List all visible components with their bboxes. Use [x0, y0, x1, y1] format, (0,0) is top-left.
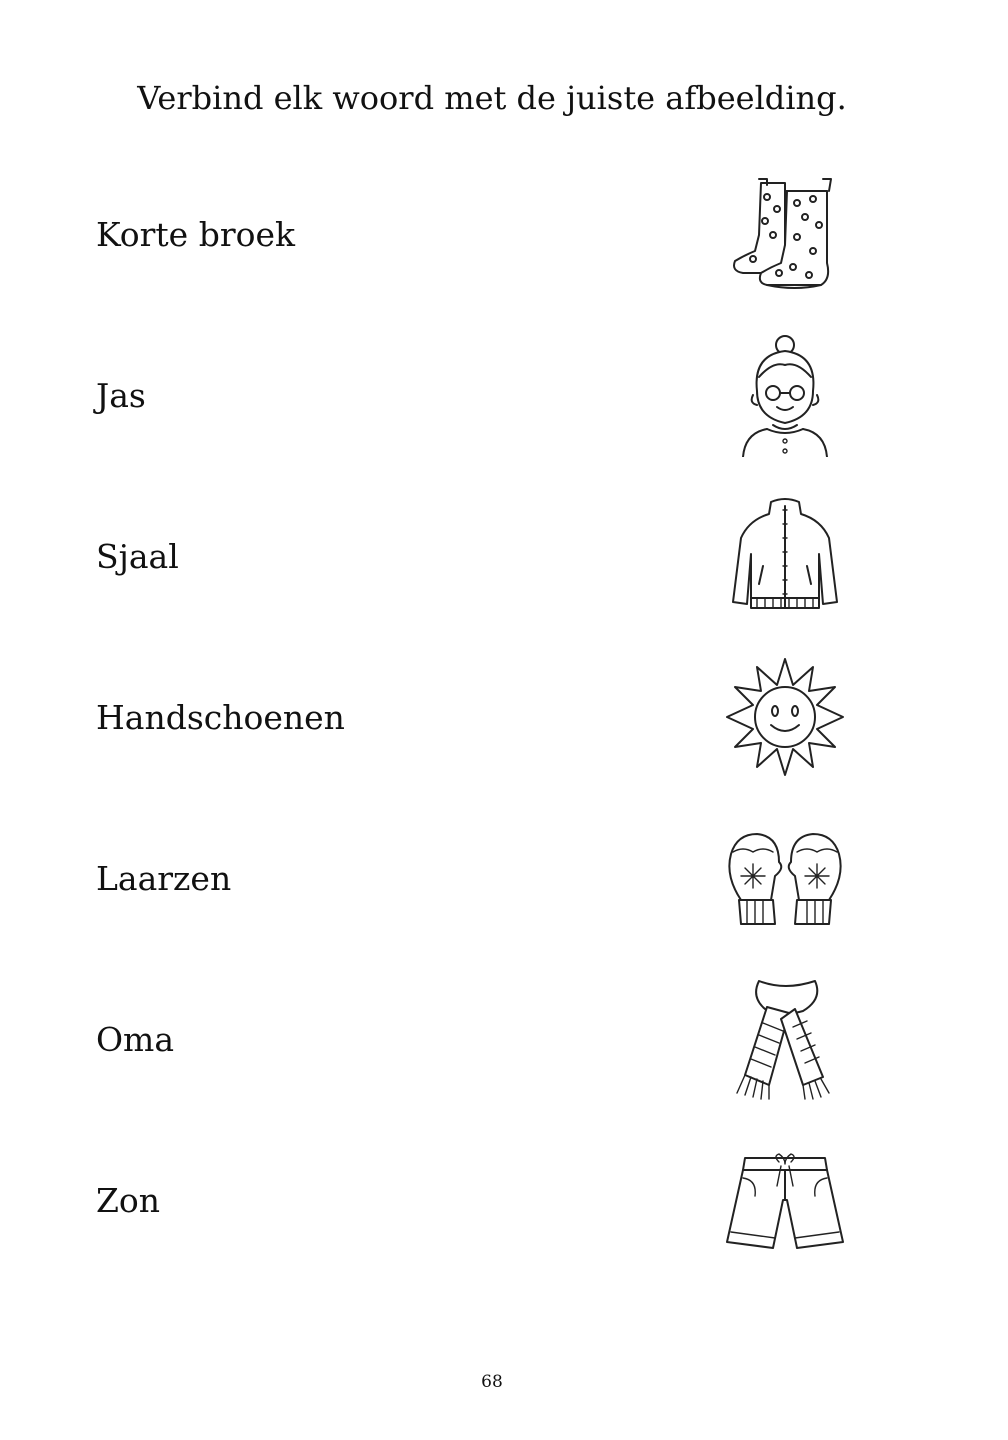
grandmother-icon — [723, 333, 847, 457]
instruction-title: Verbind elk woord met de juiste afbeelding. — [137, 79, 847, 117]
word-handschoenen: Handschoenen — [96, 698, 345, 737]
word-zon: Zon — [96, 1181, 161, 1220]
shorts-icon — [723, 1138, 847, 1262]
word-sjaal: Sjaal — [96, 537, 179, 576]
scarf-icon — [723, 977, 847, 1101]
word-jas: Jas — [96, 376, 146, 415]
word-korte-broek: Korte broek — [96, 215, 295, 254]
rain-boots-icon — [723, 175, 847, 299]
page-number: 68 — [481, 1372, 503, 1392]
jacket-icon — [723, 494, 847, 618]
mittens-icon — [723, 816, 847, 940]
word-laarzen: Laarzen — [96, 859, 232, 898]
word-oma: Oma — [96, 1020, 175, 1059]
sun-icon — [723, 655, 847, 779]
